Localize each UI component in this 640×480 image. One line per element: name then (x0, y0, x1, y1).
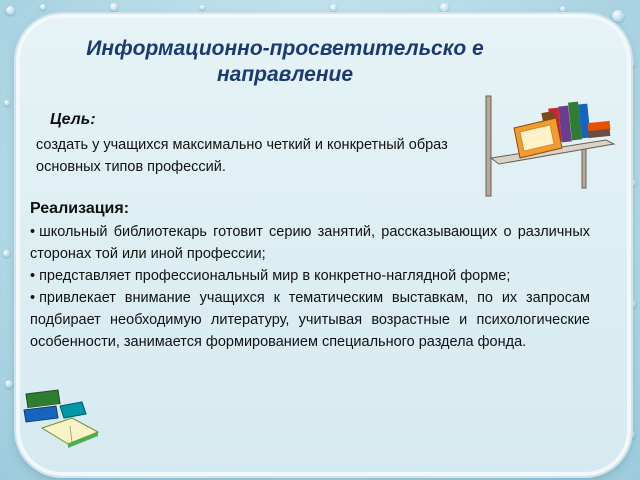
bullet-icon: • (30, 268, 36, 284)
water-drop (110, 3, 118, 11)
list-item-text: представляет профессиональный мир в конкретно-наглядной форме; (39, 268, 511, 284)
water-drop (612, 10, 624, 22)
water-drop (4, 100, 10, 106)
water-drop (440, 3, 449, 12)
water-drop (40, 4, 46, 10)
goal-label: Цель: (50, 111, 96, 128)
water-drop (3, 250, 10, 257)
bullet-icon: • (30, 290, 36, 306)
water-drop (560, 6, 566, 12)
water-drop (5, 380, 13, 388)
bullet-icon: • (30, 224, 36, 240)
list-item (30, 221, 590, 265)
water-drop (330, 4, 337, 11)
book-stack-icon (20, 384, 110, 454)
realization-label: Реализация: (30, 200, 130, 217)
goal-text: создать у учащихся максимально четкий и конкретный образ основных типов профессий. (36, 137, 448, 175)
list-item (30, 287, 590, 353)
list-item-text: школьный библиотекарь готовит серию занятий, рассказывающих о различных сторонах той или иной профессии; (30, 224, 590, 262)
water-drop (200, 5, 205, 10)
realization-list (30, 221, 590, 353)
slide-title: Информационно-просветительско е направление (86, 37, 484, 86)
bookshelf-icon (470, 88, 620, 203)
list-item-text: привлекает внимание учащихся к тематическим выставкам, по их запросам подбирает необходимую литературу, учитывая возрастные и психологические особенности, занимается формированием специального раздела фонда. (30, 290, 590, 350)
list-item (30, 265, 590, 287)
water-drop (6, 6, 15, 15)
